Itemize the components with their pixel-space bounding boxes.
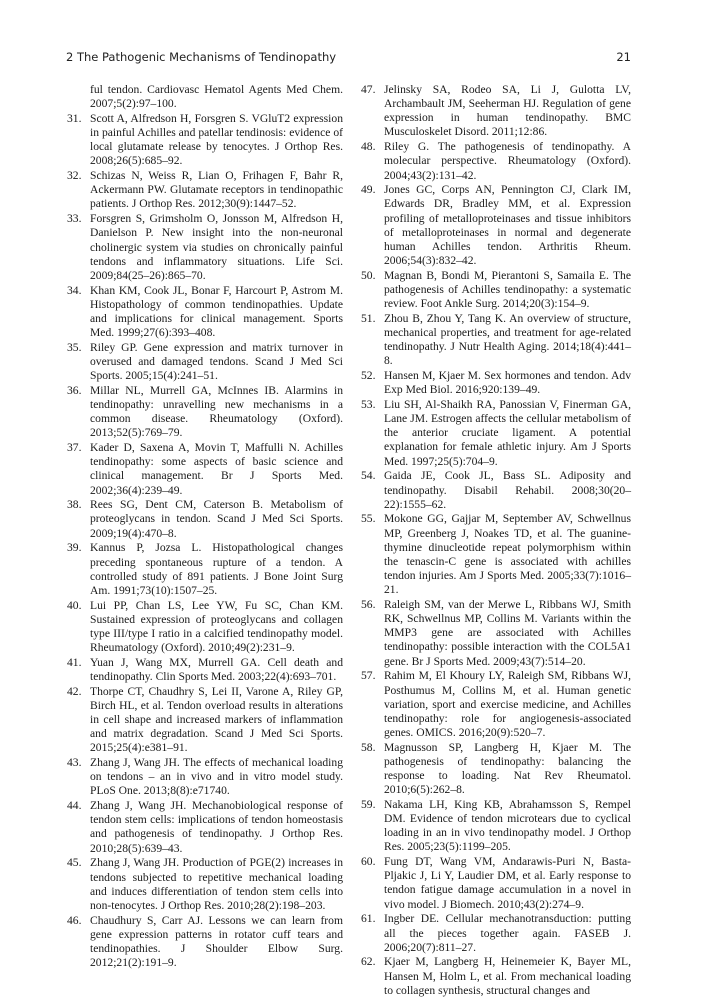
reference-text: Riley G. The pathogenesis of tendinopathy. A molecular perspective. Rheumatology (Oxford). 2004;43(2):131–42. bbox=[384, 140, 631, 182]
reference-entry bbox=[67, 441, 343, 498]
left-reference-column bbox=[67, 83, 343, 971]
running-head bbox=[66, 50, 631, 66]
reference-text: Magnusson SP, Langberg H, Kjaer M. The pathogenesis of tendinopathy: balancing the response to loading. Nat Rev Rheumatol. 2010;6(5):262–8. bbox=[384, 740, 631, 797]
reference-number: 52. bbox=[361, 369, 376, 383]
reference-text: Gaida JE, Cook JL, Bass SL. Adiposity and tendinopathy. Disabil Rehabil. 2008;30(20–22):1555–62. bbox=[384, 469, 631, 511]
reference-text: Liu SH, Al-Shaikh RA, Panossian V, Finerman GA, Lane JM. Estrogen affects the cellular metabolism of the anterior cruciate ligament. A potential explanation for female athletic injury. Am J Sports Med. 1997;25(5):704–9. bbox=[384, 398, 631, 468]
reference-number: 58. bbox=[361, 740, 376, 754]
reference-number: 53. bbox=[361, 398, 376, 411]
reference-entry bbox=[361, 312, 631, 369]
reference-text: Jelinsky SA, Rodeo SA, Li J, Gulotta LV, Archambault JM, Seeherman HJ. Regulation of gene expression in human tendinopathy. BMC Musculoskelet Disord. 2011;12:86. bbox=[384, 83, 631, 139]
reference-entry bbox=[361, 83, 631, 140]
reference-text: Zhang J, Wang JH. The effects of mechanical loading on tendons – an in vivo and in vitro model study. PLoS One. 2013;8(8):e71740. bbox=[90, 756, 343, 798]
reference-entry bbox=[361, 912, 631, 954]
reference-text: Yuan J, Wang MX, Murrell GA. Cell death and tendinopathy. Clin Sports Med. 2003;22(4):693–701. bbox=[90, 655, 343, 683]
reference-entry bbox=[67, 384, 343, 441]
reference-text: Fung DT, Wang VM, Andarawis-Puri N, Basta-Pljakic J, Li Y, Laudier DM, et al. Early response to tendon fatigue damage accumulation in a novel in vivo model. J Biomech. 2010;43(2):274–9. bbox=[384, 855, 631, 911]
reference-text: Zhou B, Zhou Y, Tang K. An overview of structure, mechanical properties, and treatment for age-related tendinopathy. J Nutr Health Aging. 2014;18(4):441–8. bbox=[384, 311, 631, 368]
reference-entry bbox=[67, 83, 343, 111]
reference-entry bbox=[361, 183, 631, 268]
reference-entry bbox=[67, 169, 343, 211]
reference-text: ful tendon. Cardiovasc Hematol Agents Med Chem. 2007;5(2):97–100. bbox=[90, 83, 343, 111]
reference-entry bbox=[67, 599, 343, 656]
reference-text: Hansen M, Kjaer M. Sex hormones and tendon. Adv Exp Med Biol. 2016;920:139–49. bbox=[384, 369, 631, 397]
reference-text: Nakama LH, King KB, Abrahamsson S, Rempel DM. Evidence of tendon microtears due to cyclical loading in an in vivo tendinopathy model. J Orthop Res. 2005;23(5):1199–205. bbox=[384, 797, 631, 854]
reference-text: Mokone GG, Gajjar M, September AV, Schwellnus MP, Greenberg J, Noakes TD, et al. The guanine-thymine dinucleotide repeat polymorphism within the tenascin-C gene is associated with achilles tendon injuries. Am J Sports Med. 2005;33(7):1016–21. bbox=[384, 512, 631, 597]
reference-entry bbox=[361, 598, 631, 669]
reference-text: Rees SG, Dent CM, Caterson B. Metabolism of proteoglycans in tendon. Scand J Med Sci Sports. 2009;19(4):470–8. bbox=[90, 498, 343, 540]
reference-entry bbox=[361, 741, 631, 798]
reference-number: 51. bbox=[361, 311, 376, 325]
reference-number: 49. bbox=[361, 183, 376, 197]
reference-number: 54. bbox=[361, 469, 376, 483]
reference-entry bbox=[67, 656, 343, 684]
reference-entry bbox=[361, 269, 631, 311]
reference-number: 56. bbox=[361, 597, 376, 611]
reference-entry bbox=[67, 341, 343, 383]
reference-number: 43. bbox=[67, 756, 82, 770]
reference-number: 57. bbox=[361, 669, 376, 683]
right-reference-column bbox=[361, 83, 631, 999]
reference-number: 50. bbox=[361, 268, 376, 282]
reference-text: Kader D, Saxena A, Movin T, Maffulli N. Achilles tendinopathy: some aspects of basic science and clinical management. Br J Sports Med. 2002;36(4):239–49. bbox=[90, 441, 343, 497]
reference-number: 41. bbox=[67, 655, 82, 669]
reference-number: 42. bbox=[67, 684, 82, 698]
reference-number: 34. bbox=[67, 283, 82, 297]
reference-entry bbox=[361, 512, 631, 597]
reference-entry bbox=[361, 669, 631, 740]
reference-text: Riley GP. Gene expression and matrix turnover in overused and damaged tendons. Scand J Med Sci Sports. 2005;15(4):241–51. bbox=[90, 340, 343, 383]
reference-entry bbox=[67, 799, 343, 856]
reference-text: Ingber DE. Cellular mechanotransduction: putting all the pieces together again. FASEB J. 2006;20(7):811–27. bbox=[384, 912, 631, 954]
reference-text: Chaudhury S, Carr AJ. Lessons we can learn from gene expression patterns in rotator cuff tears and tendinopathies. J Shoulder Elbow Surg. 2012;21(2):191–9. bbox=[90, 913, 343, 970]
reference-entry bbox=[361, 955, 631, 997]
reference-text: Thorpe CT, Chaudhry S, Lei II, Varone A, Riley GP, Birch HL, et al. Tendon overload results in alterations in cell shape and increased markers of inflammation and matrix degradation. Scand J Med Sci Sports. 2015;25(4):e381–91. bbox=[90, 684, 343, 755]
reference-entry bbox=[361, 369, 631, 397]
reference-text: Rahim M, El Khoury LY, Raleigh SM, Ribbans WJ, Posthumus M, Collins M, et al. Human genetic variation, sport and exercise medicine, and Achilles tendinopathy: role for angiogenesis-associated genes. OMICS. 2016;20(9):520–7. bbox=[384, 669, 631, 739]
reference-entry bbox=[67, 112, 343, 169]
reference-text: Zhang J, Wang JH. Production of PGE(2) increases in tendons subjected to repetitive mechanical loading and induces differentiation of tendon stem cells into non-tenocytes. J Orthop Res. 2010;28(2):198–203. bbox=[90, 856, 343, 912]
reference-text: Kannus P, Jozsa L. Histopathological changes preceding spontaneous rupture of a tendon. A controlled study of 891 patients. J Bone Joint Surg Am. 1991;73(10):1507–25. bbox=[90, 541, 343, 597]
reference-number: 40. bbox=[67, 598, 82, 612]
reference-number: 47. bbox=[361, 83, 376, 96]
reference-entry bbox=[67, 212, 343, 283]
reference-number: 62. bbox=[361, 955, 376, 969]
reference-number: 60. bbox=[361, 855, 376, 869]
reference-number: 44. bbox=[67, 799, 82, 813]
reference-text: Forsgren S, Grimsholm O, Jonsson M, Alfredson H, Danielson P. New insight into the non-neuronal cholinergic system via studies on chronically painful tendons and inflammatory situations. Life Sci. 2009;84(25–26):865–70. bbox=[90, 212, 343, 282]
reference-number: 37. bbox=[67, 441, 82, 455]
reference-number: 38. bbox=[67, 498, 82, 512]
reference-entry bbox=[67, 498, 343, 540]
reference-text: Magnan B, Bondi M, Pierantoni S, Samaila E. The pathogenesis of Achilles tendinopathy: a systematic review. Foot Ankle Surg. 2014;20(3):154–9. bbox=[384, 268, 631, 311]
reference-text: Raleigh SM, van der Merwe L, Ribbans WJ, Smith RK, Schwellnus MP, Collins M. Variants within the MMP3 gene are associated with Achilles tendinopathy: possible interaction with the COL5A1 gene. Br J Sports Med. 2009;43(7):514–20. bbox=[384, 597, 631, 668]
reference-number: 36. bbox=[67, 383, 82, 397]
reference-number: 48. bbox=[361, 140, 376, 154]
chapter-title: 2 The Pathogenic Mechanisms of Tendinopathy bbox=[66, 50, 337, 64]
reference-text: Jones GC, Corps AN, Pennington CJ, Clark IM, Edwards DR, Bradley MM, et al. Expression profiling of metalloproteinases and tissue inhibitors of metalloproteinases in normal and degenerate human Achilles tendon. Arthritis Rheum. 2006;54(3):832–42. bbox=[384, 183, 631, 268]
reference-text: Kjaer M, Langberg H, Heinemeier K, Bayer ML, Hansen M, Holm L, et al. From mechanical loading to collagen synthesis, structural changes and bbox=[384, 955, 631, 997]
reference-entry bbox=[361, 398, 631, 469]
reference-entry bbox=[67, 284, 343, 341]
reference-text: Schizas N, Weiss R, Lian O, Frihagen F, Bahr R, Ackermann PW. Glutamate receptors in tendinopathic patients. J Orthop Res. 2012;30(9):1447–52. bbox=[90, 169, 343, 211]
reference-entry bbox=[67, 914, 343, 971]
reference-text: Scott A, Alfredson H, Forsgren S. VGluT2 expression in painful Achilles and patellar tendinosis: evidence of local glutamate release by tenocytes. J Orthop Res. 2008;26(5):685–92. bbox=[90, 111, 343, 168]
reference-entry bbox=[67, 685, 343, 756]
reference-number: 46. bbox=[67, 913, 82, 927]
reference-number: 31. bbox=[67, 111, 82, 125]
reference-entry bbox=[361, 140, 631, 182]
reference-number: 39. bbox=[67, 541, 82, 555]
reference-number: 32. bbox=[67, 169, 82, 183]
reference-entry bbox=[361, 469, 631, 511]
reference-number: 45. bbox=[67, 856, 82, 870]
page-number: 21 bbox=[616, 50, 631, 64]
reference-text: Lui PP, Chan LS, Lee YW, Fu SC, Chan KM. Sustained expression of proteoglycans and collagen type III/type I ratio in a calcified tendinopathy model. Rheumatology (Oxford). 2010;49(2):231–9. bbox=[90, 598, 343, 655]
reference-text: Zhang J, Wang JH. Mechanobiological response of tendon stem cells: implications of tendon homeostasis and pathogenesis of tendinopathy. J Orthop Res. 2010;28(5):639–43. bbox=[90, 799, 343, 855]
reference-entry bbox=[67, 541, 343, 598]
reference-number: 59. bbox=[361, 797, 376, 811]
reference-text: Millar NL, Murrell GA, McInnes IB. Alarmins in tendinopathy: unravelling new mechanisms in a common disease. Rheumatology (Oxford). 2013;52(5):769–79. bbox=[90, 383, 343, 440]
reference-entry bbox=[67, 856, 343, 913]
reference-number: 55. bbox=[361, 512, 376, 526]
reference-entry bbox=[361, 798, 631, 855]
reference-text: Khan KM, Cook JL, Bonar F, Harcourt P, Astrom M. Histopathology of common tendinopathies. Update and implications for clinical management. Sports Med. 1999;27(6):393–408. bbox=[90, 283, 343, 340]
reference-entry bbox=[361, 855, 631, 912]
reference-number: 35. bbox=[67, 340, 82, 354]
reference-entry bbox=[67, 756, 343, 798]
reference-number: 61. bbox=[361, 912, 376, 926]
reference-number: 33. bbox=[67, 212, 82, 226]
